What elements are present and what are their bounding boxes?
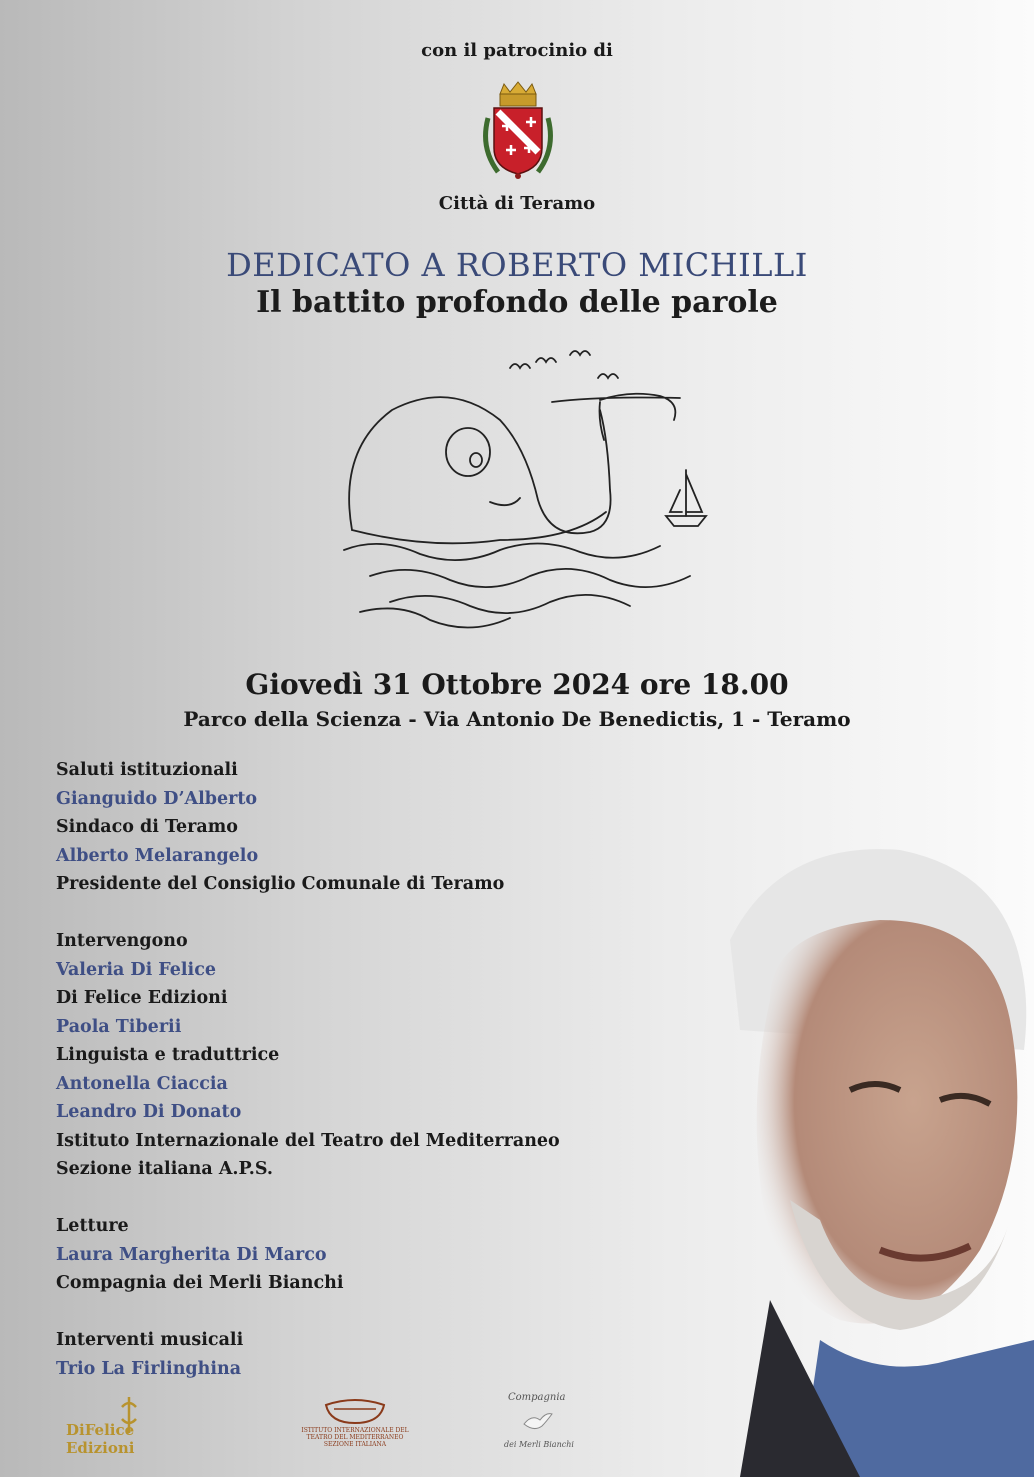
speakers-label: Intervengono — [56, 931, 188, 951]
speaker-name: Paola Tiberii — [56, 1016, 182, 1037]
readings-label: Letture — [56, 1216, 129, 1236]
whale-drawing — [330, 340, 730, 645]
speaker-name: Alberto Melarangelo — [56, 845, 259, 866]
reader-role: Compagnia dei Merli Bianchi — [56, 1273, 344, 1293]
event-place: Parco della Scienza - Via Antonio De Benedictis, 1 - Teramo — [183, 707, 851, 731]
speaker-role: Sezione italiana A.P.S. — [56, 1159, 273, 1179]
speaker-name: Gianguido D’Alberto — [56, 788, 258, 809]
speaker-role: Di Felice Edizioni — [56, 988, 228, 1008]
speaker-role: Istituto Internazionale del Teatro del Mediterraneo — [56, 1130, 560, 1151]
itm-logo: ISTITUTO INTERNAZIONALE DEL TEATRO DEL MEDITERRANEO SEZIONE ITALIANA — [300, 1395, 410, 1465]
reader-name: Laura Margherita Di Marco — [56, 1244, 327, 1265]
music-label: Interventi musicali — [56, 1330, 244, 1350]
speaker-role: Presidente del Consiglio Comunale di Teramo — [56, 874, 505, 894]
program-list — [56, 756, 616, 1383]
speaker-role: Sindaco di Teramo — [56, 817, 238, 837]
music-name: Trio La Firlinghina — [56, 1358, 242, 1379]
event-title: DEDICATO A ROBERTO MICHILLI — [226, 246, 808, 284]
patronage-text: con il patrocinio di — [421, 40, 613, 61]
speaker-name: Antonella Ciaccia — [56, 1073, 228, 1094]
event-date: Giovedì 31 Ottobre 2024 ore 18.00 — [245, 668, 789, 701]
speaker-role: Linguista e traduttrice — [56, 1045, 280, 1065]
difelice-logo: DiFelice Edizioni — [60, 1395, 200, 1455]
white-bird-icon — [520, 1408, 554, 1436]
teramo-crest-icon — [476, 78, 560, 182]
merli-bianchi-logo: Compagnia dei Merli Bianchi — [504, 1392, 574, 1449]
welcome-label: Saluti istituzionali — [56, 760, 238, 780]
portrait-photo — [620, 820, 1034, 1477]
speaker-name: Valeria Di Felice — [56, 959, 216, 980]
city-name: Città di Teramo — [438, 193, 596, 214]
event-subtitle: Il battito profondo delle parole — [256, 285, 778, 320]
itm-boat-icon — [322, 1395, 388, 1425]
speaker-name: Leandro Di Donato — [56, 1102, 242, 1122]
